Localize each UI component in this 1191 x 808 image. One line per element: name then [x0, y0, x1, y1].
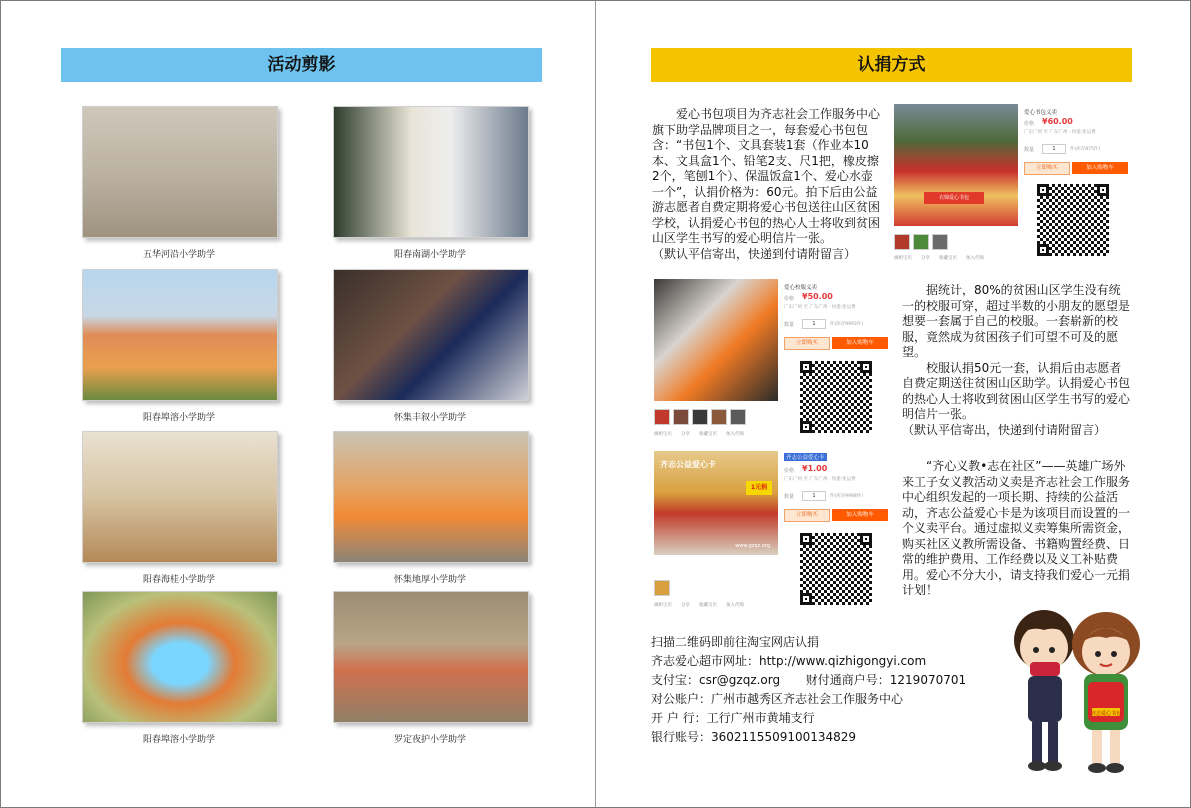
activity-photo — [333, 431, 529, 563]
proxy-buy-link[interactable]: 加入代购 — [966, 256, 984, 261]
thumbnail-strip — [654, 580, 670, 596]
thumbnail-strip — [894, 234, 948, 250]
stock-info: 件(库存875件) — [1070, 147, 1101, 152]
activity-photo — [333, 106, 529, 238]
qr-code[interactable] — [800, 361, 872, 433]
price-label: 价格 — [784, 296, 795, 302]
one-yuan-badge: 1元捐 — [746, 481, 772, 495]
uniform-project-text — [902, 283, 1130, 438]
shop-action-icons — [894, 255, 984, 261]
right-page — [596, 0, 1191, 808]
photo-card — [82, 106, 276, 260]
quantity-label: 数量 — [784, 322, 795, 328]
cartoon-boy — [1014, 610, 1074, 771]
thumbnail[interactable] — [932, 234, 948, 250]
product-price: ¥60.00 — [1042, 117, 1073, 126]
uniform-stat-paragraph: 据统计，80%的贫困山区学生没有统一的校服可穿，超过半数的小朋友的愿望是想要一套属于自己的校服。一套崭新的校服，竟然成为贫困孩子们可望不可及的愿望。 — [902, 283, 1131, 359]
photo-card — [82, 269, 276, 423]
payment-line — [651, 671, 966, 690]
cartoon-girl — [1072, 612, 1140, 773]
stock-info: 件(库存9998件) — [830, 494, 863, 499]
qr-finder — [1037, 184, 1049, 196]
shipping-info: 广东广州 至 广东广州 · 快递:免运费 — [784, 477, 856, 482]
share-link[interactable]: 分享 — [681, 432, 690, 437]
photo-caption: 五华河沿小学助学 — [142, 250, 215, 260]
activity-photo — [333, 269, 529, 401]
qr-code[interactable] — [1037, 184, 1109, 256]
lovecard-project-text: “齐心义教•志在社区”——英雄广场外来工子女义教活动义卖是齐志社会工作服务中心组织发起的一项长期、持续的公益活动，齐志公益爱心卡是为该项目而设置的一个义卖平台。通过虚拟义卖筹集所需资金，购买社区义教所需设备、书籍购置经费、日常的维护费用、工作经费以及义工补贴费用。爱心不分大小，请支持我们爱心一元捐计划！ — [902, 459, 1131, 597]
shop-card-lovecard[interactable] — [654, 451, 894, 613]
product-title: 爱心校服义卖 — [784, 285, 818, 291]
photo-card — [82, 591, 276, 745]
qr-finder — [800, 421, 812, 433]
website-line[interactable]: 齐志爱心超市网址：http://www.qizhigongyi.com — [651, 654, 927, 668]
activity-photo — [82, 431, 278, 563]
photo-caption: 阳春海桂小学助学 — [142, 575, 215, 585]
alipay-account: 支付宝：csr@gzqz.org — [651, 673, 781, 687]
bag-product-image — [894, 104, 1018, 226]
thumbnail[interactable] — [730, 409, 746, 425]
scan-qr-instruction: 扫描二维码即前往淘宝网店认捐 — [651, 635, 820, 649]
photo-card — [333, 591, 527, 745]
thumbnail-strip — [654, 409, 746, 425]
shop-card-uniform[interactable] — [654, 279, 894, 441]
qr-finder — [1097, 184, 1109, 196]
photo-caption: 阳春埠溶小学助学 — [142, 413, 215, 423]
add-to-cart-button[interactable]: 加入购物车 — [832, 509, 888, 521]
share-link[interactable]: 分享 — [681, 603, 690, 608]
favorite-link[interactable]: 收藏宝贝 — [699, 603, 717, 608]
bag-badge: 衣锦爱心书包 — [924, 192, 984, 204]
stock-info: 件(库存9993件) — [830, 322, 863, 327]
quantity-stepper[interactable]: 1 — [1042, 144, 1066, 154]
photo-card — [82, 431, 276, 585]
shipping-info: 广东广州 至 广东广州 · 快递:免运费 — [1024, 130, 1096, 135]
qr-finder — [800, 533, 812, 545]
price-label: 价格 — [1024, 121, 1035, 127]
activity-photo — [333, 591, 529, 723]
lovecard-product-image — [654, 451, 778, 555]
favorite-link[interactable]: 收藏宝贝 — [699, 432, 717, 437]
thumbnail[interactable] — [894, 234, 910, 250]
qr-finder — [860, 361, 872, 373]
photo-caption: 阳春南湖小学助学 — [393, 250, 466, 260]
add-to-cart-button[interactable]: 加入购物车 — [1072, 162, 1128, 174]
product-title: 齐志公益爱心卡 — [786, 455, 825, 461]
uniform-product-image — [654, 279, 778, 401]
buy-now-button[interactable]: 立即购买 — [784, 337, 830, 350]
activity-photo — [82, 269, 278, 401]
contact-info — [651, 633, 966, 747]
photo-caption: 阳春埠溶小学助学 — [142, 735, 215, 745]
thumbnail[interactable] — [692, 409, 708, 425]
product-price: ¥50.00 — [802, 292, 833, 301]
shipping-note: （默认平信寄出，快递到付请附留言） — [902, 422, 1107, 437]
flag-item-link[interactable]: 旗帜宝贝 — [654, 432, 672, 437]
shop-action-icons — [654, 431, 744, 437]
product-price: ¥1.00 — [802, 464, 828, 473]
bank-branch: 开 户 行：工行广州市黄埔支行 — [651, 711, 815, 725]
qr-finder — [1037, 244, 1049, 256]
qr-code[interactable] — [800, 533, 872, 605]
lovecard-image-url: www.gzqz.org — [735, 543, 770, 549]
thumbnail[interactable] — [654, 409, 670, 425]
share-link[interactable]: 分享 — [921, 256, 930, 261]
cartoon-kids-illustration — [1006, 600, 1156, 800]
photo-card — [333, 431, 527, 585]
activity-photo — [82, 591, 278, 723]
shop-action-icons — [654, 602, 744, 608]
thumbnail[interactable] — [654, 580, 670, 596]
thumbnail[interactable] — [711, 409, 727, 425]
favorite-link[interactable]: 收藏宝贝 — [939, 256, 957, 261]
bag-project-text — [652, 107, 884, 262]
product-title: 爱心书包义卖 — [1024, 110, 1058, 116]
activity-photos-heading: 活动剪影 — [61, 48, 542, 82]
bank-account-number: 银行账号：3602115509100134829 — [651, 730, 857, 744]
uniform-donation-paragraph: 校服认捐50元一套，认捐后由志愿者自费定期送往贫困山区助学。认捐爱心书包的热心人士将收到贫困山区学生书写的爱心明信片一张。 — [902, 360, 1131, 421]
flag-item-link[interactable]: 旗帜宝贝 — [654, 603, 672, 608]
lovecard-image-title: 齐志公益爱心卡 — [660, 460, 716, 469]
quantity-label: 数量 — [784, 494, 795, 500]
photo-caption: 怀集丰叙小学助学 — [393, 413, 466, 423]
shipping-info: 广东广州 至 广东广州 · 快递:免运费 — [784, 305, 856, 310]
qr-finder — [860, 533, 872, 545]
quantity-stepper[interactable]: 1 — [802, 319, 826, 329]
bag-project-description: 爱心书包项目为齐志社会工作服务中心旗下助学品牌项目之一，每套爱心书包包含：“书包1个、文具套装1套（作业本10本、文具盒1个、铅笔2支、尺1把，橡皮擦2个，笔刨1个）、保温饭盒1个、爱心水壶一个”，认捐价格为：60元。拍下后由公益游志愿者自费定期将爱心书包送往山区贫困学校，认捐爱心书包的热心人士将收到贫困山区学生书写的爱心明信片一张。 — [652, 107, 881, 245]
shop-card-bag[interactable] — [894, 104, 1134, 264]
proxy-buy-link[interactable]: 加入代购 — [726, 603, 744, 608]
buy-now-button[interactable]: 立即购买 — [784, 509, 830, 522]
quantity-stepper[interactable]: 1 — [802, 491, 826, 501]
photo-caption: 怀集地厚小学助学 — [393, 575, 466, 585]
flag-item-link[interactable]: 旗帜宝贝 — [894, 256, 912, 261]
shipping-note: （默认平信寄出，快递到付请附留言） — [652, 246, 857, 261]
photo-caption: 罗定夜护小学助学 — [393, 735, 466, 745]
proxy-buy-link[interactable]: 加入代购 — [726, 432, 744, 437]
thumbnail[interactable] — [673, 409, 689, 425]
thumbnail[interactable] — [913, 234, 929, 250]
donation-methods-heading: 认捐方式 — [651, 48, 1132, 82]
add-to-cart-button[interactable]: 加入购物车 — [832, 337, 888, 349]
buy-now-button[interactable]: 立即购买 — [1024, 162, 1070, 175]
bag-label: 齐志爱心书包 — [1090, 711, 1122, 717]
photo-card — [333, 106, 527, 260]
tenpay-merchant-id: 财付通商户号：1219070701 — [805, 673, 967, 687]
activity-photo — [82, 106, 278, 238]
photo-card — [333, 269, 527, 423]
qr-finder — [800, 361, 812, 373]
qr-finder — [800, 593, 812, 605]
price-label: 价格 — [784, 468, 795, 474]
quantity-label: 数量 — [1024, 147, 1035, 153]
corporate-account: 对公账户：广州市越秀区齐志社会工作服务中心 — [651, 692, 904, 706]
